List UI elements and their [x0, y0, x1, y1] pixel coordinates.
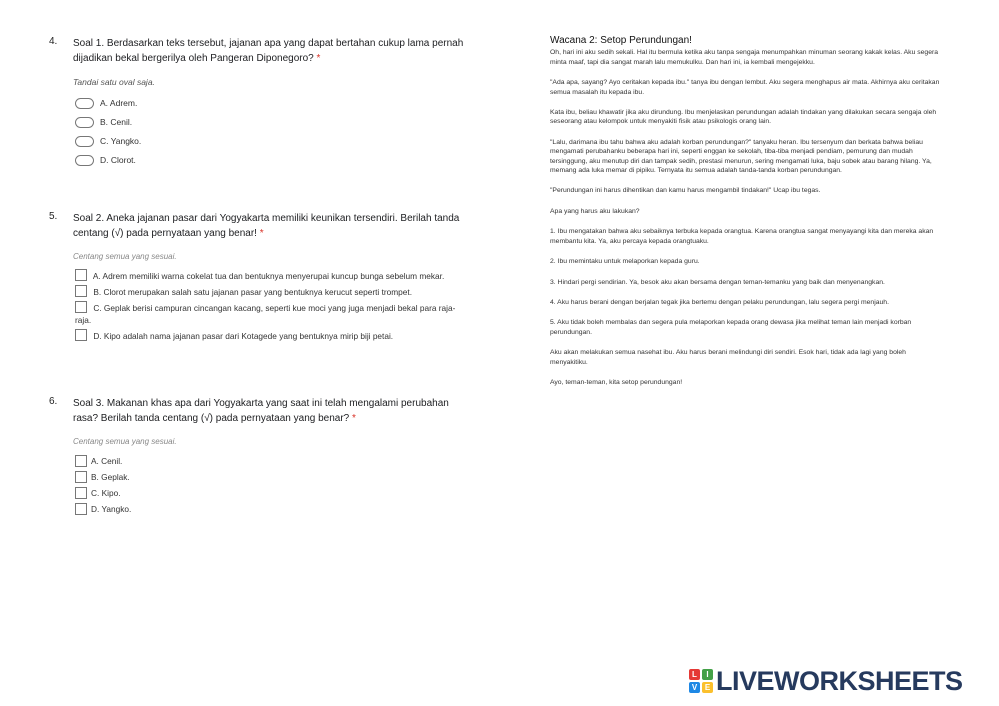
question-label: Soal 1. Berdasarkan teks tersebut, jajanan apa yang dapat bertahan cukup lama pernah dijadikan bekal bergerilya oleh Pangeran Diponegoro? — [73, 38, 464, 64]
question-hint: Centang semua yang sesuai. — [73, 252, 177, 261]
checkbox[interactable] — [75, 301, 87, 313]
checkbox-option-d[interactable] — [75, 329, 469, 342]
passage-paragraph: 1. Ibu mengatakan bahwa aku sebaiknya terbuka kepada orangtua. Karena orangtua sangat menyayangi kita dan mereka akan membantu kita. Ya, aku percaya kepada orangtuaku. — [550, 228, 934, 245]
radio-option-b[interactable] — [75, 116, 469, 128]
checkbox[interactable] — [75, 285, 87, 297]
passage-paragraph: Aku akan melakukan semua nasehat ibu. Aku harus berani melindungi diri sendiri. Esok hari, tidak ada lagi yang boleh menyakitiku. — [550, 349, 906, 366]
logo-letter-l: L — [689, 669, 700, 680]
radio-oval[interactable] — [75, 136, 94, 147]
option-label: B. Clorot merupakan salah satu jajanan pasar yang bentuknya kerucut seperti trompet. — [93, 287, 413, 297]
radio-option-a[interactable] — [75, 97, 469, 109]
option-label: D. Yangko. — [91, 504, 132, 514]
checkbox-option-a[interactable] — [75, 269, 469, 282]
checkbox-option-c[interactable] — [75, 301, 469, 326]
logo-icon — [689, 669, 713, 693]
checkbox-group — [75, 269, 469, 342]
checkbox[interactable] — [75, 503, 87, 515]
option-label: D. Kipo adalah nama jajanan pasar dari Kotagede yang bentuknya mirip biji petai. — [93, 331, 394, 341]
radio-oval[interactable] — [75, 117, 94, 128]
option-label: D. Clorot. — [100, 155, 136, 165]
passage-paragraph: Oh, hari ini aku sedih sekali. Hal itu bermula ketika aku tanpa sengaja menumpahkan minuman seorang kakak kelas. Aku segera minta maaf, tapi dia sangat marah lalu memukulku. Dan hari ini, ia kembali mengejekku. — [550, 49, 939, 66]
checkbox-option-b[interactable] — [75, 285, 469, 298]
passage-paragraph: "Perundungan ini harus dihentikan dan kamu harus mengambil tindakan!" Ucap ibu tegas. — [550, 187, 821, 195]
passage-paragraph: Kata ibu, beliau khawatir jika aku dirundung. Ibu menjelaskan perundungan adalah tindakan yang dilakukan secara sengaja oleh seseorang atau kelompok untuk menyakiti fisik atau psikologis orang lain. — [550, 109, 937, 126]
required-marker: * — [352, 413, 356, 424]
passage-paragraph: 4. Aku harus berani dengan berjalan tegak jika bertemu dengan pelaku perundungan, lalu segera pergi menjauh. — [550, 298, 889, 306]
question-hint: Centang semua yang sesuai. — [73, 437, 177, 446]
option-label: B. Cenil. — [100, 117, 133, 127]
checkbox[interactable] — [75, 487, 87, 499]
passage-paragraph: 3. Hindari pergi sendirian. Ya, besok aku akan bersama dengan teman-temanku yang baik dan menyenangkan. — [550, 278, 885, 286]
option-label: A. Adrem. — [100, 98, 138, 108]
passage-paragraph: 5. Aku tidak boleh membalas dan segera pula melaporkan kepada orang dewasa jika melihat teman lain menjadi korban perundungan. — [550, 319, 912, 336]
option-label: A. Adrem memiliki warna cokelat tua dan bentuknya menyerupai kuncup bunga sebelum mekar. — [92, 271, 445, 281]
passage-paragraph: "Ada apa, sayang? Ayo ceritakan kepada ibu." tanya ibu dengan lembut. Aku segera menghapus air mata. Akhirnya aku ceritakan semua masalah itu kepada ibu. — [550, 79, 940, 96]
passage-paragraph: Ayo, teman-teman, kita setop perundungan! — [550, 378, 683, 386]
checkbox-group — [75, 455, 469, 515]
option-label: C. Yangko. — [100, 136, 142, 146]
question-5 — [49, 211, 469, 345]
radio-group — [75, 97, 469, 166]
question-label: Soal 2. Aneka jajanan pasar dari Yogyakarta memiliki keunikan tersendiri. Berilah tanda centang (√) pada pernyataan yang benar! — [73, 213, 460, 239]
checkbox[interactable] — [75, 455, 87, 467]
question-text — [73, 211, 469, 241]
radio-oval[interactable] — [75, 98, 94, 109]
question-number: 5. — [49, 211, 58, 222]
question-number: 4. — [49, 36, 58, 47]
passage-title: Wacana 2: Setop Perundungan! — [550, 35, 692, 46]
question-label: Soal 3. Makanan khas apa dari Yogyakarta yang saat ini telah mengalami perubahan rasa? Berilah tanda centang (√) pada pernyataan yang benar? — [73, 398, 449, 424]
radio-option-c[interactable] — [75, 135, 469, 147]
checkbox-option-a[interactable] — [75, 455, 469, 467]
checkbox[interactable] — [75, 329, 87, 341]
radio-oval[interactable] — [75, 155, 94, 166]
reading-passage — [550, 36, 942, 398]
checkbox-option-c[interactable] — [75, 487, 469, 499]
logo-text: LIVEWORKSHEETS — [716, 665, 963, 696]
logo-letter-v: V — [689, 682, 700, 693]
passage-paragraph: "Lalu, darimana ibu tahu bahwa aku adalah korban perundungan?" tanyaku heran. Ibu tersenyum dan berkata bahwa beliau mengamati perubahanku beberapa hari ini, seperti enggan ke sekolah, tiba-tiba menjadi pendiam, pemurung dan mudah tersinggung, aku menutup diri dan tampak sedih, prestasi menurun, sering mengamati luka, baju sobek atau barang hilang. Ya, memang ada luka memar di pipiku. Ternyata itu semua adalah tanda-tanda korban perundungan. — [550, 138, 932, 175]
radio-option-d[interactable] — [75, 154, 469, 166]
logo-letter-e: E — [702, 682, 713, 693]
question-hint: Tandai satu oval saja. — [73, 77, 155, 87]
liveworksheets-logo — [689, 667, 963, 695]
checkbox[interactable] — [75, 269, 87, 281]
question-text — [73, 396, 469, 426]
question-text — [73, 36, 469, 66]
required-marker: * — [316, 53, 321, 64]
option-label: B. Geplak. — [91, 472, 130, 482]
logo-letter-i: I — [702, 669, 713, 680]
required-marker: * — [259, 228, 264, 239]
option-label: A. Cenil. — [91, 456, 123, 466]
option-label: C. Kipo. — [91, 488, 121, 498]
checkbox-option-b[interactable] — [75, 471, 469, 483]
checkbox[interactable] — [75, 471, 87, 483]
passage-paragraph: Apa yang harus aku lakukan? — [550, 207, 640, 215]
question-number: 6. — [49, 396, 58, 407]
passage-paragraph: 2. Ibu memintaku untuk melaporkan kepada guru. — [550, 258, 700, 266]
question-4 — [49, 36, 469, 173]
checkbox-option-d[interactable] — [75, 503, 469, 515]
option-label: C. Geplak berisi campuran cincangan kacang, seperti kue moci yang juga menjadi bekal para raja-raja. — [75, 303, 456, 325]
question-6 — [49, 396, 469, 519]
